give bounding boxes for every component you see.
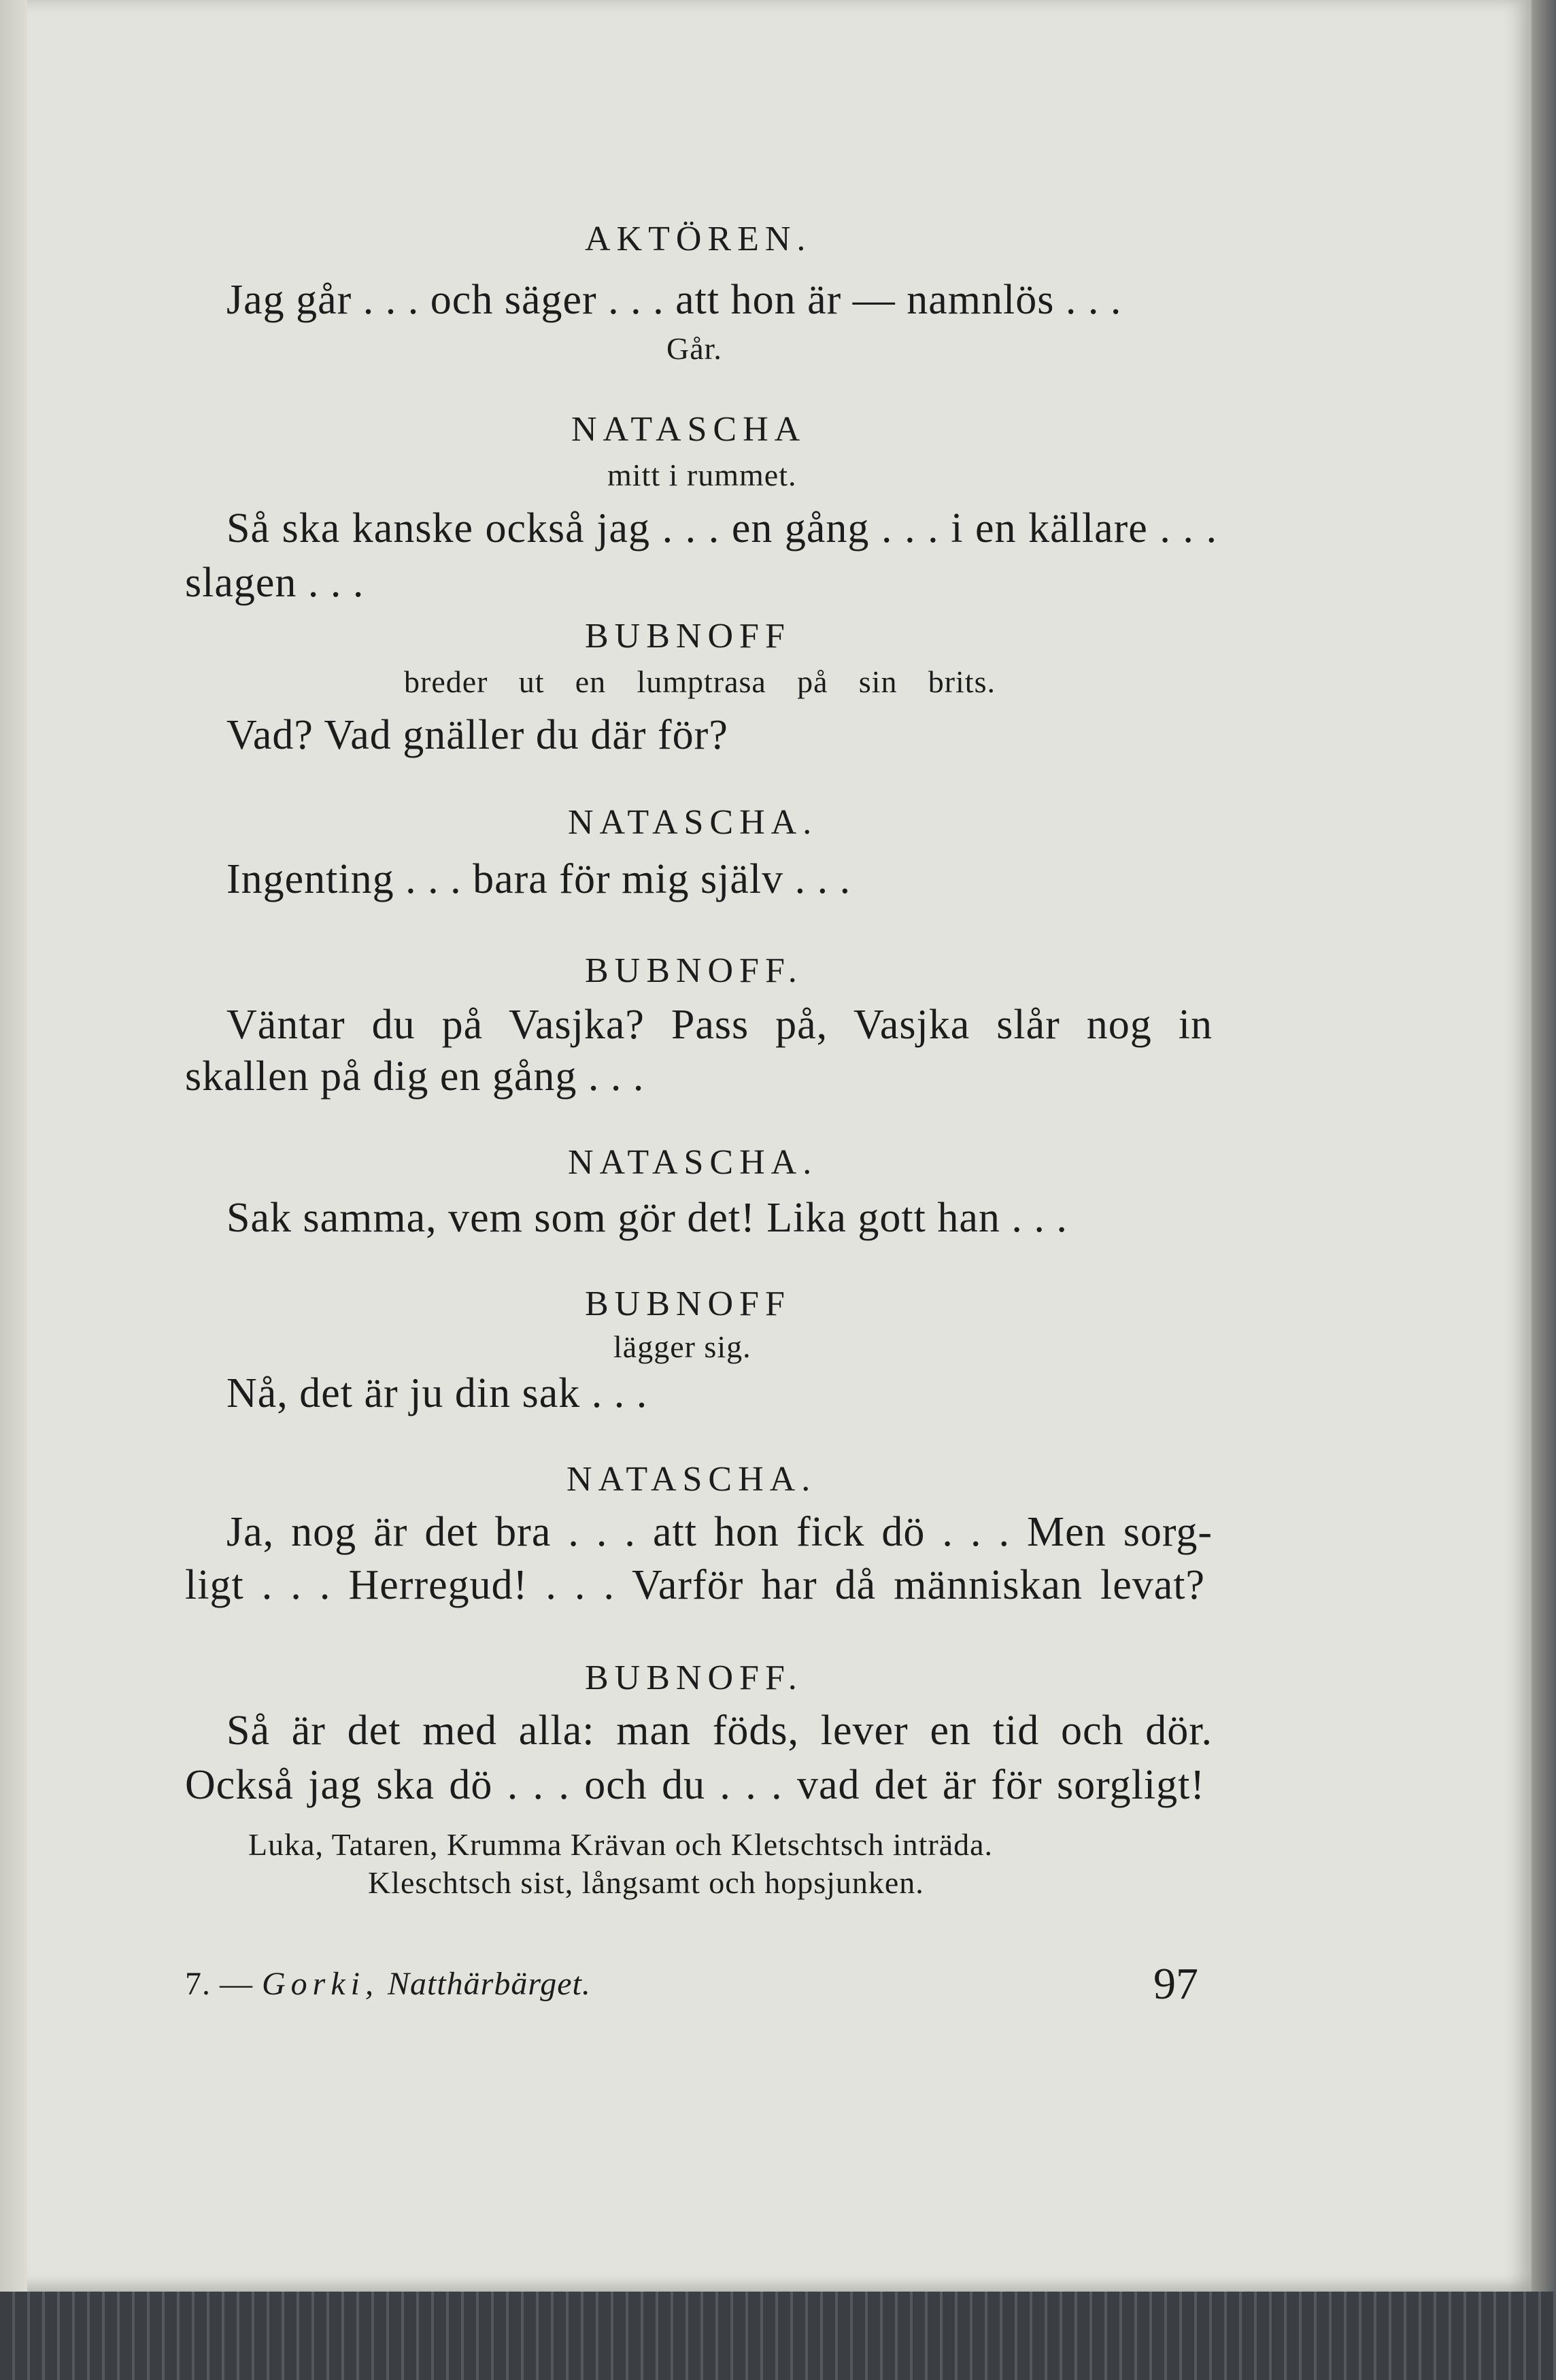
speaker-heading: AKTÖREN. xyxy=(585,220,812,258)
dialog-line: Så ska kanske också jag . . . en gång . . . i en källare . . . xyxy=(226,505,1217,551)
dialog-line: Också jag ska dö . . . och du . . . vad det är för sorgligt! xyxy=(185,1762,1205,1808)
footer-author: Gorki, xyxy=(262,1966,379,2002)
dialog-line: Sak samma, vem som gör det! Lika gott han . . . xyxy=(226,1195,1068,1241)
stage-direction: Kleschtsch sist, långsamt och hopsjunken. xyxy=(368,1865,924,1900)
dialog-line: Väntar du på Vasjka? Pass på, Vasjka slår nog in xyxy=(226,1002,1213,1048)
speaker-heading: NATASCHA. xyxy=(566,1460,817,1499)
stage-direction: lägger sig. xyxy=(613,1329,751,1364)
stage-direction: Luka, Tataren, Krumma Krävan och Kletschtsch inträda. xyxy=(248,1827,994,1862)
dialog-line: Vad? Vad gnäller du där för? xyxy=(226,712,728,758)
footer-title: Natthärbärget. xyxy=(387,1966,591,2002)
signature-prefix: 7. — xyxy=(185,1966,253,2002)
scanner-background xyxy=(0,2285,1556,2380)
dialog-line: skallen på dig en gång . . . xyxy=(185,1053,645,1100)
speaker-heading: NATASCHA. xyxy=(568,803,818,842)
speaker-heading: BUBNOFF xyxy=(585,1285,791,1323)
page-edge xyxy=(1532,0,1556,2292)
dialog-line: slagen . . . xyxy=(185,560,365,606)
speaker-heading: BUBNOFF. xyxy=(585,951,803,990)
footer-signature xyxy=(185,1965,591,2003)
dialog-line: Ingenting . . . bara för mig själv . . . xyxy=(226,856,851,902)
speaker-heading: BUBNOFF. xyxy=(585,1659,803,1697)
speaker-heading: NATASCHA. xyxy=(568,1143,818,1182)
dialog-line: Ja, nog är det bra . . . att hon fick dö . . . Men sorg- xyxy=(226,1509,1213,1555)
stage-direction: mitt i rummet. xyxy=(607,458,797,492)
dialog-line: Så är det med alla: man föds, lever en tid och dör. xyxy=(226,1707,1213,1754)
dialog-line: Nå, det är ju din sak . . . xyxy=(226,1370,648,1416)
page-number: 97 xyxy=(1153,1959,1198,2009)
page-gutter xyxy=(0,0,27,2292)
stage-direction: Går. xyxy=(666,331,722,366)
dialog-line: Jag går . . . och säger . . . att hon är — namnlös . . . xyxy=(226,277,1122,323)
speaker-heading: NATASCHA xyxy=(571,410,807,449)
speaker-heading: BUBNOFF xyxy=(585,617,791,656)
dialog-line: ligt . . . Herregud! . . . Varför har då människan levat? xyxy=(185,1562,1205,1608)
stage-direction: breder ut en lumptrasa på sin brits. xyxy=(404,664,996,699)
